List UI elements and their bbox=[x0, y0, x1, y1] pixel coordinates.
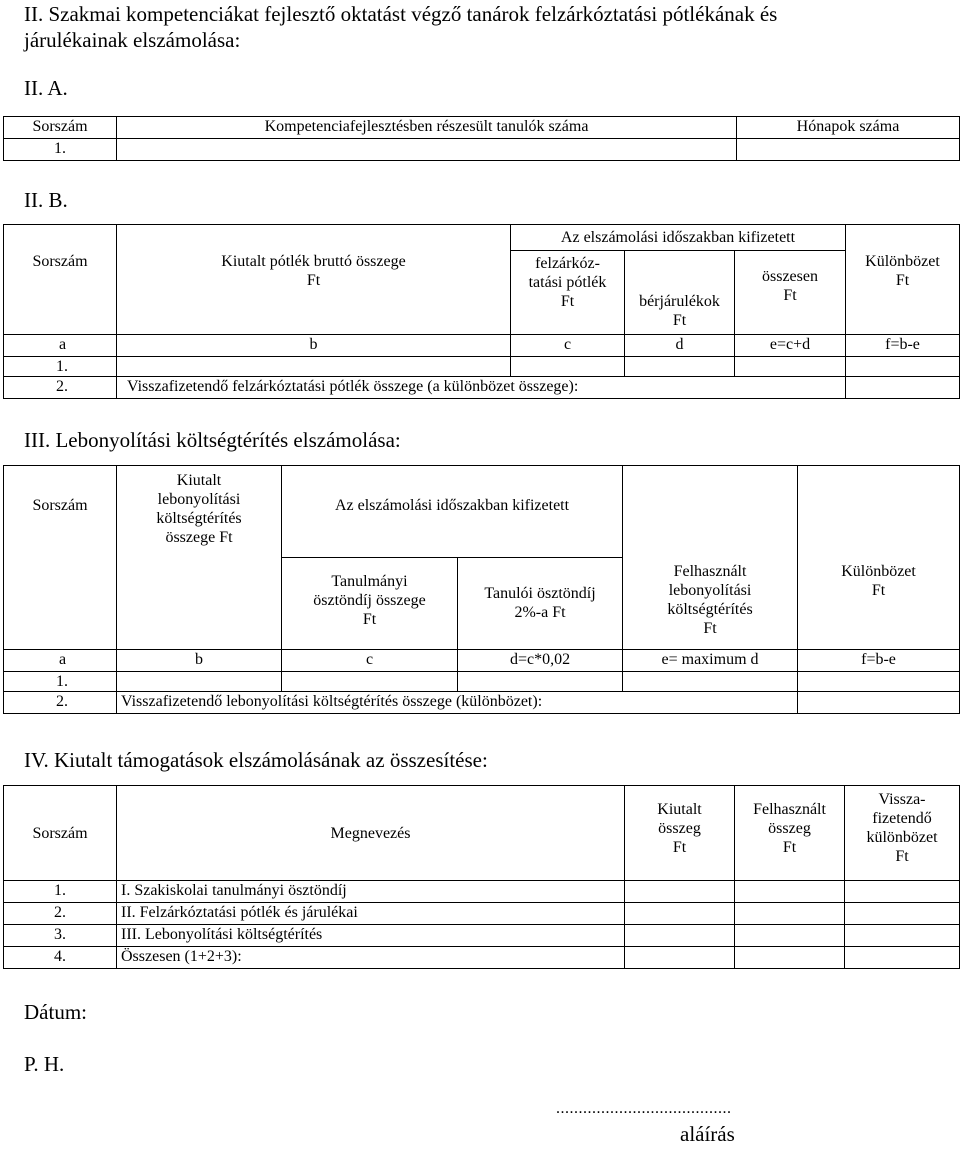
header-line: Felhasznált bbox=[753, 801, 826, 818]
section-2-title-line1: II. Szakmai kompetenciákat fejlesztő oktatást végző tanárok felzárkóztatási pótlékának és bbox=[24, 2, 778, 26]
table-cell[interactable] bbox=[845, 881, 960, 903]
column-letter: a bbox=[4, 650, 117, 672]
table-cell[interactable] bbox=[798, 672, 960, 692]
row-name: III. Lebonyolítási költségtérítés bbox=[117, 925, 625, 947]
header-group-kifizetett: Az elszámolási időszakban kifizetett bbox=[511, 225, 846, 251]
header-sorszam: Sorszám bbox=[4, 117, 117, 139]
column-letter: c bbox=[511, 335, 625, 357]
header-line: Ft bbox=[782, 839, 797, 856]
header-line: ösztöndíj összege bbox=[313, 592, 426, 609]
table-cell[interactable] bbox=[845, 925, 960, 947]
table-cell[interactable] bbox=[845, 947, 960, 969]
table-cell[interactable] bbox=[117, 357, 511, 377]
table-cell[interactable] bbox=[735, 357, 846, 377]
table-3 bbox=[3, 465, 960, 714]
header-kulonbozet-unit: Ft bbox=[895, 272, 910, 289]
header-group-kifizetett: Az elszámolási időszakban kifizetett bbox=[282, 466, 623, 558]
table-cell[interactable] bbox=[117, 139, 737, 161]
header-line: összeg bbox=[658, 820, 701, 837]
table-cell[interactable] bbox=[511, 357, 625, 377]
section-3-title: III. Lebonyolítási költségtérítés elszámolása: bbox=[24, 428, 401, 452]
table-cell[interactable] bbox=[737, 139, 960, 161]
table-cell[interactable] bbox=[735, 925, 845, 947]
table-cell[interactable] bbox=[625, 903, 735, 925]
datum-label: Dátum: bbox=[24, 1000, 87, 1024]
table-cell[interactable] bbox=[458, 672, 623, 692]
row-number: 2. bbox=[4, 692, 117, 714]
header-line: Kiutalt bbox=[176, 472, 222, 489]
header-sorszam: Sorszám bbox=[4, 225, 117, 335]
header-line: 2%-a Ft bbox=[514, 604, 566, 621]
table-cell[interactable] bbox=[735, 881, 845, 903]
column-letter: b bbox=[117, 650, 282, 672]
alairas-label: aláírás bbox=[680, 1122, 735, 1146]
header-sorszam: Sorszám bbox=[4, 786, 117, 881]
header-line: lebonyolítási bbox=[668, 582, 752, 599]
column-letter: d=c*0,02 bbox=[458, 650, 623, 672]
header-line: Ft bbox=[871, 582, 886, 599]
signature-line: ....................................... bbox=[556, 1100, 732, 1117]
row-name: II. Felzárkóztatási pótlék és járulékai bbox=[117, 903, 625, 925]
row-number: 1. bbox=[4, 357, 117, 377]
header-line: Tanulói ösztöndíj bbox=[484, 585, 596, 602]
header-megnevezes: Megnevezés bbox=[117, 786, 625, 881]
header-line: fizetendő bbox=[872, 810, 932, 827]
section-4-title: IV. Kiutalt támogatások elszámolásának az összesítése: bbox=[24, 748, 488, 772]
column-letter: f=b-e bbox=[798, 650, 960, 672]
header-line: Ft bbox=[672, 839, 687, 856]
column-letter: d bbox=[625, 335, 735, 357]
table-cell[interactable] bbox=[625, 881, 735, 903]
table-cell[interactable] bbox=[846, 377, 960, 399]
row-number: 1. bbox=[4, 672, 117, 692]
header-ossz-label: összesen bbox=[762, 268, 818, 285]
row-name: Összesen (1+2+3): bbox=[117, 947, 625, 969]
section-2a-label: II. A. bbox=[24, 76, 68, 100]
header-line: összeg bbox=[768, 820, 811, 837]
row-number: 4. bbox=[4, 947, 117, 969]
row-number: 2. bbox=[4, 903, 117, 925]
section-2b-label: II. B. bbox=[24, 188, 68, 212]
header-osszesen bbox=[735, 251, 846, 335]
row-number: 1. bbox=[4, 139, 117, 161]
column-letter: b bbox=[117, 335, 511, 357]
header-line: Különbözet bbox=[841, 563, 916, 580]
header-felhasznalt bbox=[623, 466, 798, 650]
section-2-title-line2: járulékainak elszámolása: bbox=[24, 28, 241, 52]
header-line: Kiutalt bbox=[657, 801, 702, 818]
header-tanuloi-osztondij bbox=[458, 558, 623, 650]
header-honapok-szama: Hónapok száma bbox=[737, 117, 960, 139]
header-line: Ft bbox=[703, 620, 717, 637]
table-cell[interactable] bbox=[845, 903, 960, 925]
table-cell[interactable] bbox=[625, 357, 735, 377]
header-felzarkoztatasi-potlek bbox=[511, 251, 625, 335]
table-cell[interactable] bbox=[625, 925, 735, 947]
header-line: költségtérítés bbox=[667, 601, 753, 618]
header-brutto-unit: Ft bbox=[306, 272, 321, 289]
header-kiutalt-koltsegterites bbox=[117, 466, 282, 650]
header-line: Felhasznált bbox=[673, 563, 747, 580]
column-letter: e= maximum d bbox=[623, 650, 798, 672]
header-felz-line2: tatási pótlék bbox=[528, 274, 607, 291]
header-line: lebonyolítási bbox=[157, 491, 241, 508]
header-berjarulekok bbox=[625, 251, 735, 335]
table-cell[interactable] bbox=[735, 947, 845, 969]
header-felz-unit: Ft bbox=[560, 293, 575, 310]
header-line: összege Ft bbox=[165, 529, 233, 546]
table-4 bbox=[3, 785, 960, 969]
table-cell[interactable] bbox=[846, 357, 960, 377]
column-letter: f=b-e bbox=[846, 335, 960, 357]
header-line: Ft bbox=[895, 848, 909, 865]
header-line: különbözet bbox=[866, 829, 938, 846]
header-felhasznalt-osszeg bbox=[735, 786, 845, 881]
table-cell[interactable] bbox=[117, 672, 282, 692]
header-kulonbozet bbox=[798, 466, 960, 650]
table-cell[interactable] bbox=[623, 672, 798, 692]
header-tanulok-szama: Kompetenciafejlesztésben részesült tanulók száma bbox=[117, 117, 737, 139]
header-sorszam: Sorszám bbox=[4, 466, 117, 650]
header-line: Vissza- bbox=[878, 791, 926, 808]
row-number: 3. bbox=[4, 925, 117, 947]
header-kulonbozet-label: Különbözet bbox=[865, 253, 940, 270]
header-felz-line1: felzárkóz- bbox=[535, 255, 600, 272]
header-berj-unit: Ft bbox=[672, 312, 687, 329]
table-cell[interactable] bbox=[282, 672, 458, 692]
header-visszafizetendo-kulonbozet bbox=[845, 786, 960, 881]
header-berj-label: bérjárulékok bbox=[639, 293, 720, 310]
header-tanulmanyi-osztondij bbox=[282, 558, 458, 650]
visszafizetendo-potlek-label: Visszafizetendő felzárkóztatási pótlék összege (a különbözet összege): bbox=[117, 377, 846, 399]
table-cell[interactable] bbox=[735, 903, 845, 925]
ph-label: P. H. bbox=[24, 1052, 65, 1076]
column-letter: c bbox=[282, 650, 458, 672]
header-line: költségtérítés bbox=[156, 510, 242, 527]
header-kiutalt-osszeg bbox=[625, 786, 735, 881]
header-brutto-osszeg bbox=[117, 225, 511, 335]
table-cell[interactable] bbox=[625, 947, 735, 969]
header-ossz-unit: Ft bbox=[783, 287, 797, 304]
column-letter: a bbox=[4, 335, 117, 357]
column-letter: e=c+d bbox=[735, 335, 846, 357]
header-line: Ft bbox=[362, 611, 377, 628]
visszafizetendo-koltsegterites-label: Visszafizetendő lebonyolítási költségtérítés összege (különbözet): bbox=[117, 692, 798, 714]
row-number: 2. bbox=[4, 377, 117, 399]
row-number: 1. bbox=[4, 881, 117, 903]
table-2a bbox=[3, 116, 960, 161]
header-brutto-label: Kiutalt pótlék bruttó összege bbox=[221, 253, 406, 270]
table-2b bbox=[3, 224, 960, 399]
header-kulonbozet bbox=[846, 225, 960, 335]
table-cell[interactable] bbox=[798, 692, 960, 714]
header-line: Tanulmányi bbox=[331, 573, 408, 590]
row-name: I. Szakiskolai tanulmányi ösztöndíj bbox=[117, 881, 625, 903]
